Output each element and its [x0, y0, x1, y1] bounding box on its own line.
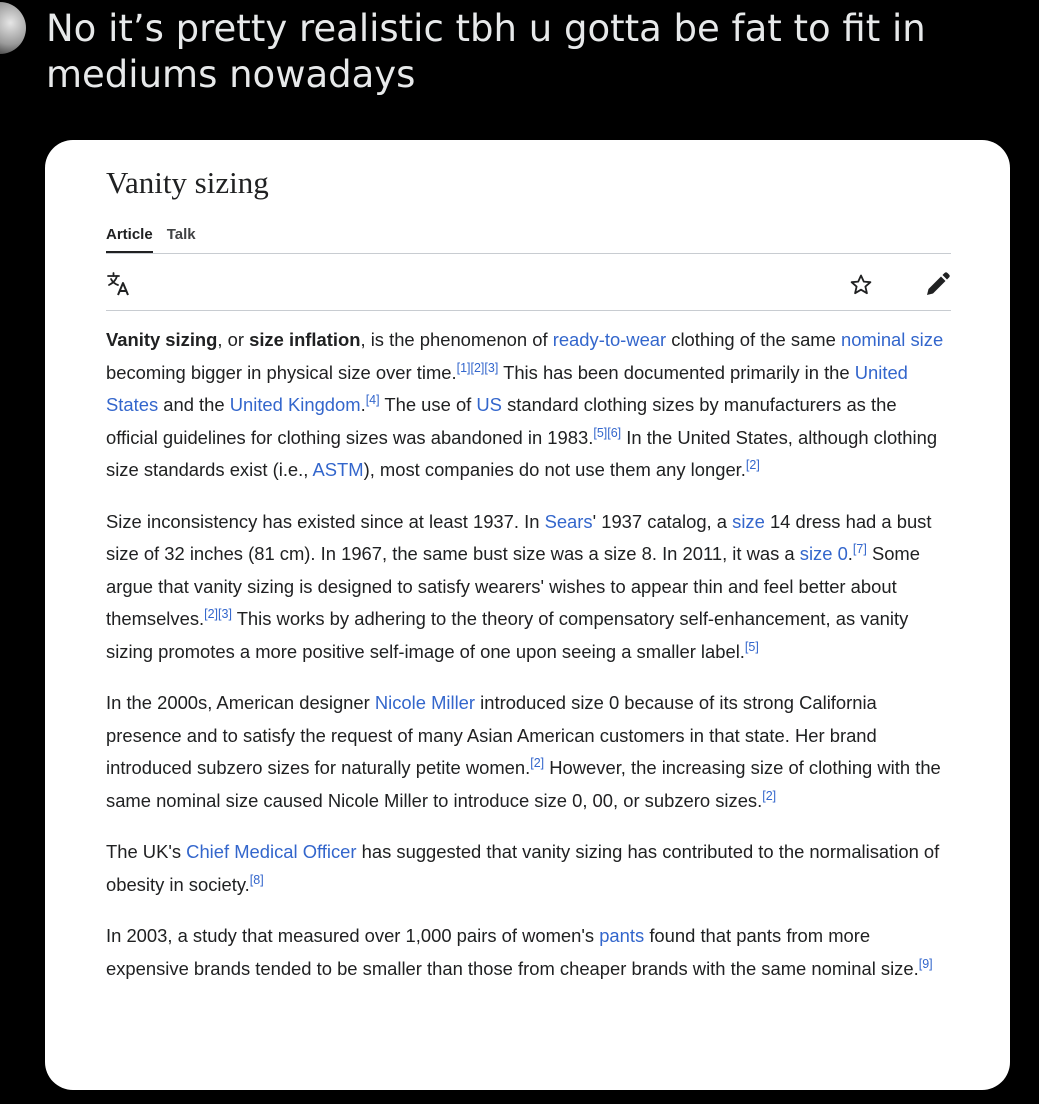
link-size-0[interactable]: size 0 [799, 543, 848, 564]
text: This works by adhering to the theory of compensatory self-enhancement, as vanity sizing promotes a more positive self-image of one upon seeing a smaller label. [106, 608, 909, 662]
citation[interactable]: [2] [745, 457, 760, 472]
text: In 2003, a study that measured over 1,000 pairs of women's [106, 925, 600, 946]
citation[interactable]: [5] [744, 639, 759, 654]
text: In the United States, although clothing size standards exist (i.e., [106, 426, 938, 480]
citation[interactable]: [2][3] [204, 606, 232, 621]
wikipedia-screenshot-card[interactable] [45, 140, 1010, 1090]
translate-icon[interactable] [106, 271, 132, 297]
text: clothing of the same [666, 329, 841, 350]
citation[interactable]: [2] [530, 755, 545, 770]
paragraph-2 [106, 506, 951, 669]
paragraph-1 [106, 324, 951, 487]
tab-article[interactable]: Article [106, 226, 153, 253]
text: This has been documented primarily in the [498, 361, 855, 383]
text: becoming bigger in physical size over time. [106, 361, 457, 383]
text: ), most companies do not use them any longer. [363, 459, 746, 480]
citation[interactable]: [8] [249, 872, 264, 887]
star-icon[interactable] [849, 273, 873, 297]
text: introduced size 0 because of its strong California presence and to satisfy the request of many Asian American customers in that state. Her brand introduced subzero sizes for naturally petite women. [106, 692, 877, 778]
text: , or [217, 329, 250, 350]
toolbar-divider [106, 310, 951, 311]
text: and the [158, 394, 230, 415]
link-sears[interactable]: Sears [544, 510, 593, 532]
text: Size inconsistency has existed since at least 1937. In [106, 510, 545, 532]
paragraph-3 [106, 687, 951, 817]
link-size[interactable]: size [732, 510, 765, 532]
article-title: Vanity sizing [106, 165, 269, 200]
avatar[interactable] [0, 2, 26, 54]
text: 14 dress had a bust size of 32 inches (81 cm). In 1967, the same bust size was a size 8. In 2011, it was a [106, 510, 932, 564]
tweet-text: No it’s pretty realistic tbh u gotta be fat to fit in mediums nowadays [46, 7, 926, 96]
link-pants[interactable]: pants [599, 925, 645, 946]
pencil-icon[interactable] [924, 272, 950, 298]
citation[interactable]: [1][2][3] [456, 360, 499, 375]
link-united-kingdom[interactable]: United Kingdom [229, 394, 361, 415]
link-ready-to-wear[interactable]: ready-to-wear [552, 329, 667, 350]
text: Some argue that vanity sizing is designed to satisfy wearers' wishes to appear thin and feel better about themselves. [106, 543, 920, 629]
text: In the 2000s, American designer [106, 692, 375, 713]
text: has suggested that vanity sizing has contributed to the normalisation of obesity in society. [106, 841, 940, 895]
tabs-divider [106, 253, 951, 254]
text: , is the phenomenon of [360, 329, 553, 350]
text: ' 1937 catalog, a [592, 510, 733, 532]
article-tabs [106, 226, 196, 253]
text: The UK's [106, 841, 187, 862]
text: . [360, 394, 366, 415]
link-united-states[interactable]: United States [106, 361, 908, 415]
citation[interactable]: [7] [852, 541, 867, 556]
text: . [847, 543, 853, 564]
text: However, the increasing size of clothing with the same nominal size caused Nicole Miller to introduce size 0, 00, or subzero sizes. [106, 757, 941, 811]
link-nominal-size[interactable]: nominal size [840, 329, 944, 350]
citation[interactable]: [2] [762, 788, 777, 803]
link-astm[interactable]: ASTM [312, 459, 364, 480]
link-us[interactable]: US [476, 394, 502, 415]
text: found that pants from more expensive brands tended to be smaller than those from cheaper brands with the same nominal size. [106, 925, 919, 979]
text: standard clothing sizes by manufacturers as the official guidelines for clothing sizes was abandoned in 1983. [106, 394, 897, 448]
citation[interactable]: [4] [365, 392, 380, 407]
link-nicole-miller[interactable]: Nicole Miller [374, 692, 476, 713]
citation[interactable]: [9] [918, 956, 933, 971]
link-chief-medical-officer[interactable]: Chief Medical Officer [186, 841, 357, 862]
paragraph-4 [106, 836, 951, 901]
paragraph-5 [106, 920, 951, 985]
text: The use of [379, 394, 477, 415]
article-body [106, 324, 951, 1004]
citation[interactable]: [5][6] [593, 425, 622, 440]
bold-term: Vanity sizing [106, 329, 218, 350]
bold-term: size inflation [249, 329, 361, 350]
tab-talk[interactable]: Talk [166, 226, 196, 243]
